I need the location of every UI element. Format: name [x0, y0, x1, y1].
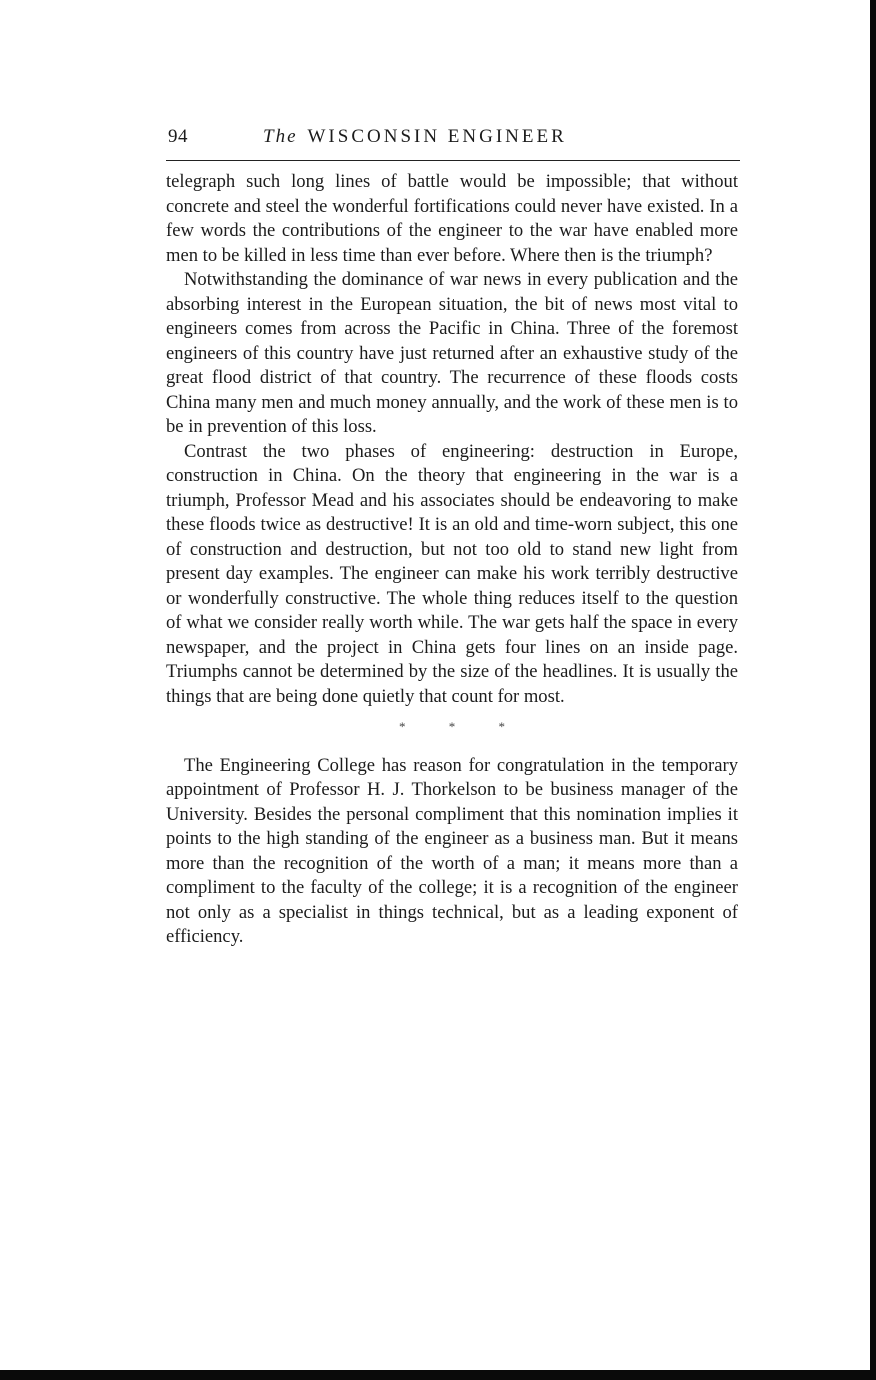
page-number: 94: [168, 126, 188, 147]
section-separator: * * *: [399, 719, 525, 734]
journal-title: [263, 126, 567, 148]
scan-right-edge: [870, 0, 876, 1380]
article-body: [166, 170, 738, 950]
scan-bottom-edge: [0, 1370, 876, 1380]
paragraph-continuation: telegraph such long lines of battle would be impossible; that without concrete and steel the wonderful fortifications could never have existed. In a few words the contributions of the engineer to the war have enabled more men to be killed in less time than ever before. Where then is the triumph?: [166, 171, 738, 266]
journal-title-article: The: [263, 126, 298, 147]
header-rule: [166, 160, 740, 161]
paragraph-contrast: Contrast the two phases of engineering: destruction in Europe, construction in China. On the theory that engineering in the war is a triumph, Professor Mead and his associates should be endeavoring to make these floods twice as destructive! It is an old and time-worn subject, this one of construction and destruction, but not too old to stand new light from present day examples. The engineer can make his work terribly destructive or wonderfully constructive. The whole thing reduces itself to the question of what we consider really worth while. The war gets half the space in every newspaper, and the project in China gets four lines on an inside page. Triumphs cannot be determined by the size of the headlines. It is usually the things that are being done quietly that count for most.: [166, 440, 738, 707]
journal-title-main: WISCONSIN ENGINEER: [307, 126, 567, 147]
paragraph-thorkelson: The Engineering College has reason for congratulation in the temporary appointment of Professor H. J. Thorkelson to be business manager of the University. Besides the personal compliment that this nomination implies it points to the high standing of the engineer as a business man. But it means more than the recognition of the worth of a man; it means more than a compliment to the faculty of the college; it is a recognition of the engineer not only as a specialist in things technical, but as a leading exponent of efficiency.: [166, 754, 738, 947]
paragraph-china-floods: Notwithstanding the dominance of war news in every publication and the absorbing interest in the European situation, the bit of news most vital to engineers comes from across the Pacific in China. Three of the foremost engineers of this country have just returned after an exhaustive study of the great flood district of that country. The recurrence of these floods costs China many men and much money annually, and the work of these men is to be in prevention of this loss.: [166, 269, 738, 437]
running-header: [166, 126, 740, 154]
